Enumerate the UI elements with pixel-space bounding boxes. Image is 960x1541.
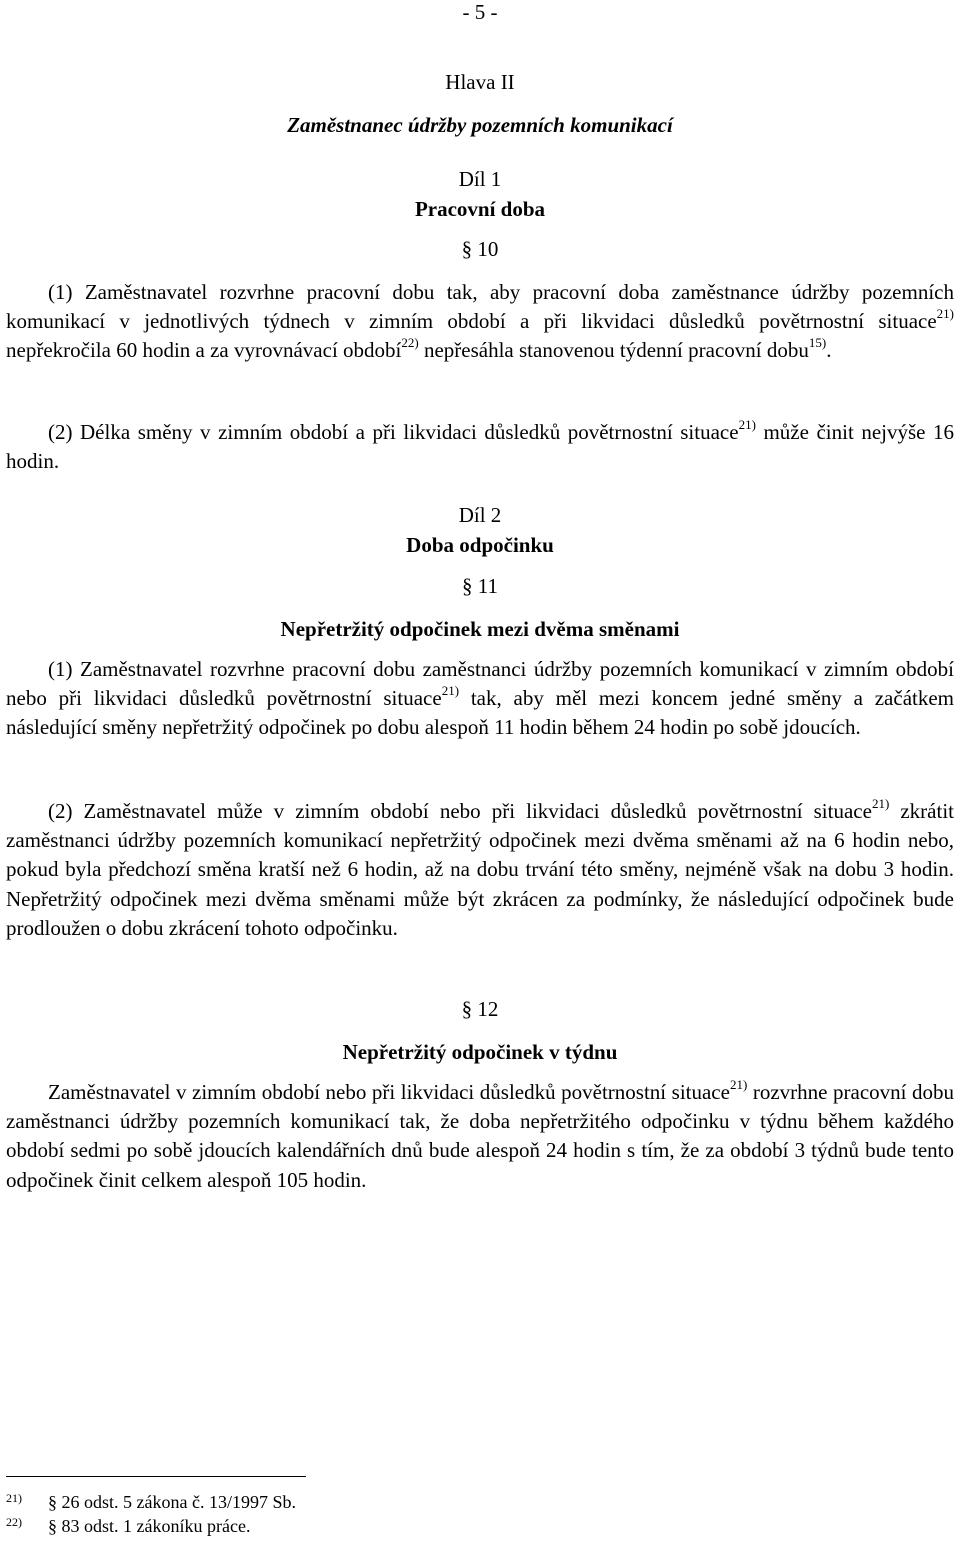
footnote-separator — [6, 1476, 306, 1477]
hlava-title: Zaměstnanec údržby pozemních komunikací — [287, 113, 673, 137]
footnote-text: § 26 odst. 5 zákona č. 13/1997 Sb. — [48, 1492, 296, 1512]
footnote-22 — [6, 1514, 250, 1538]
section-12-mark: § 12 — [461, 997, 499, 1021]
footnote-ref: 21) — [441, 683, 460, 699]
footnote-mark: 21) — [6, 1491, 22, 1505]
footnote-21 — [6, 1490, 296, 1514]
s12-paragraph-1: Zaměstnavatel v zimním období nebo při likvidaci důsledků povětrnostní situace$^{21)}$ rozvrhne pracovní dobu zaměstnanci údržby pozemních komunikací tak, že doba nepřetržitého odpočinku v týdnu během každého období sedmi po sobě jdoucích kalendářních dnů bude alespoň 24 hodin s tím, že za období 3 týdnů bude tento odpočinek činit celkem alespoň 105 hodin. — [6, 1077, 954, 1192]
footnote-ref: 22) — [401, 335, 419, 351]
footnote-ref: 21) — [729, 1077, 748, 1092]
footnote-ref: 15) — [808, 335, 827, 351]
footnote-ref: 21) — [738, 417, 756, 432]
s11-heading: Nepřetržitý odpočinek mezi dvěma směnami — [280, 617, 680, 641]
dil2-title: Doba odpočinku — [406, 533, 554, 557]
footnote-mark: 22) — [6, 1515, 22, 1529]
footnote-ref: 21) — [936, 306, 954, 322]
s10-paragraph-1: (1) Zaměstnavatel rozvrhne pracovní dobu tak, aby pracovní doba zaměstnance údržby pozemních komunikací v jednotlivých týdnech v zimním období a při likvidaci důsledků povětrnostní situace$^{21)}$ nepřekročila 60 hodin a za vyrovnávací období$^{22)}$ nepřesáhla stanovenou týdenní pracovní dobu$^{15)}$. — [6, 280, 954, 363]
hlava-label: Hlava II — [445, 70, 515, 94]
dil2-label: Díl 2 — [458, 503, 502, 527]
s11-paragraph-2: (2) Zaměstnavatel může v zimním období nebo při likvidaci důsledků povětrnostní situace$^{21)}$ zkrátit zaměstnanci údržby pozemních komunikací nepřetržitý odpočinek mezi dvěma směnami až na 6 hodin nebo, pokud byla předchozí směna kratší než 6 hodin, až na dobu trvání této směny, nejméně však na dobu 3 hodin. Nepřetržitý odpočinek mezi dvěma směnami může být zkrácen za podmínky, že následující odpočinek bude prodloužen o dobu zkrácení tohoto odpočinku. — [6, 796, 954, 940]
s11-paragraph-1: (1) Zaměstnavatel rozvrhne pracovní dobu zaměstnanci údržby pozemních komunikací v zimním období nebo při likvidaci důsledků povětrnostní situace$^{21)}$ tak, aby měl mezi koncem jedné směny a začátkem následující směny nepřetržitý odpočinek po dobu alespoň 11 hodin během 24 hodin po sobě jdoucích. — [6, 657, 955, 740]
page-number: - 5 - — [462, 0, 498, 24]
footnote-ref: 21) — [871, 796, 890, 811]
section-11-mark: § 11 — [462, 574, 498, 598]
section-10-mark: § 10 — [461, 237, 499, 261]
footnote-text: § 83 odst. 1 zákoníku práce. — [48, 1516, 251, 1536]
s10-paragraph-2: (2) Délka směny v zimním období a při likvidaci důsledků povětrnostní situace$^{21)}$ může činit nejvýše 16 hodin. — [6, 417, 955, 474]
s12-heading: Nepřetržitý odpočinek v týdnu — [342, 1040, 618, 1064]
dil1-title: Pracovní doba — [414, 197, 546, 221]
dil1-label: Díl 1 — [458, 167, 502, 191]
